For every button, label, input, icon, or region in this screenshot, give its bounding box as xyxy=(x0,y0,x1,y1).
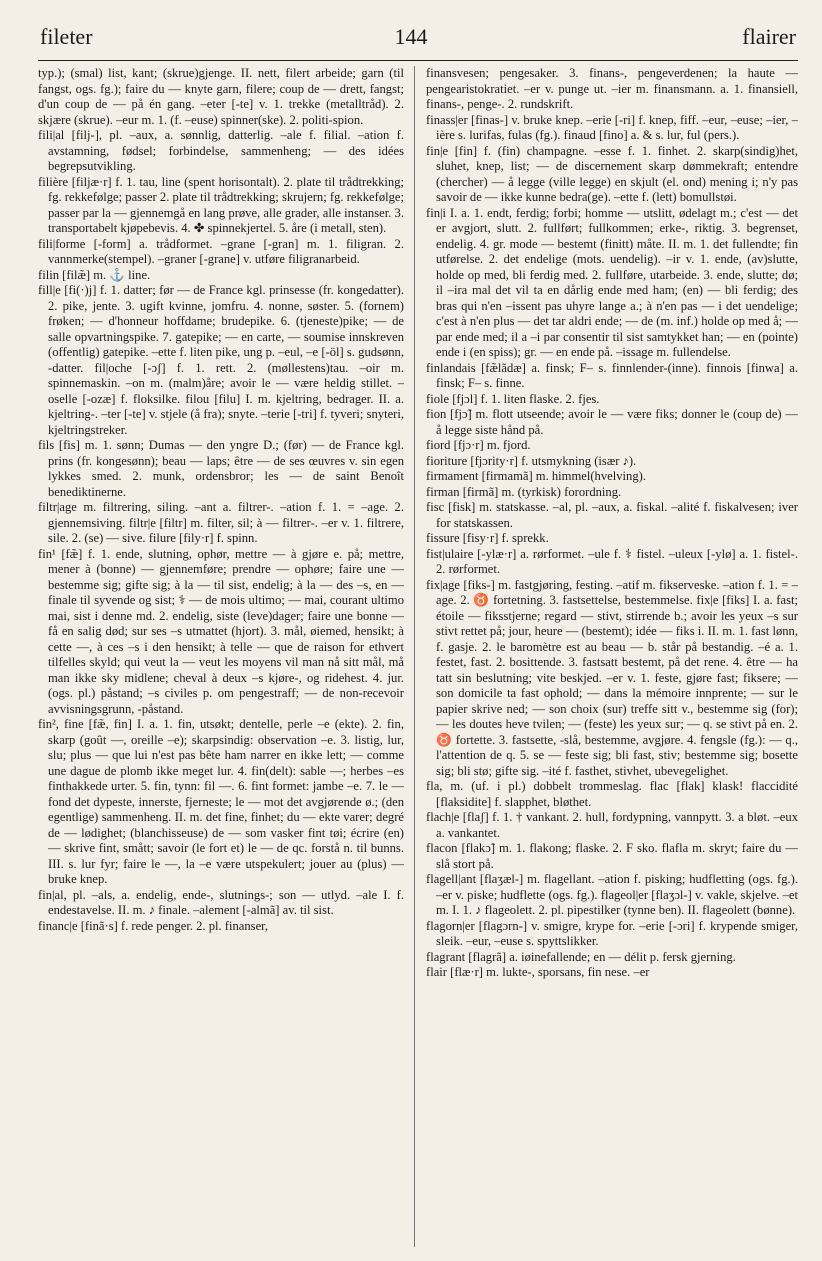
dictionary-entry: fin¹ [fæ̃] f. 1. ende, slutning, ophør, mettre — à gjøre e. på; mettre, mener à (bonne) — gjennemføre; prendre — ophøre; faire une — bestemme sig; gifte sig; à la — til sist, endelig; à la — des –s, en — finale til syvende og sist; ⚕ — de mois ultimo; — mai, courant ultimo mai, sist i denne md. 2. endelig, siste (leve)dager; faire une bonne — få en salig død; sur ses –s utmattet (hjort). 3. mål, øiemed, hensikt; à cette —, à ces –s i den hensikt; à telle — que de raison for ethvert tilfelles skyld; qui veut la — veut les moyens vil man nå sitt mål, må man ikke sky midlene; cheval à deux –s kjøre-, og ridehest. 4. jur. (ogs. pl.) påstand; –s civiles p. om pengestraff; — de non-recevoir avvisningsgrunn, -påstand. xyxy=(38,546,404,716)
dictionary-entry: filière [filjæ·r] f. 1. tau, line (spent horisontalt). 2. plate til trådtrekking; fg. rekkefølge; passer 2. plate til trådtrekking; skrujern; fg. rekkefølge; passer par la — gjennemgå en lang prøve, alle grader, alle instanser. 3. transportabelt kjøpebevis. 4. ✤ spinnekjertel. 5. åre (i metall, sten). xyxy=(38,174,404,235)
dictionary-entry: fili|forme [-form] a. trådformet. –grane [-gran] m. 1. filigran. 2. vannmerke(stempel). –graner [-grane] v. utføre filigranarbeid. xyxy=(38,236,404,266)
dictionary-entry: fils [fis] m. 1. sønn; Dumas — den yngre D.; (før) — de France kgl. prins (fr. kongesønn); beau — laps; être — de ses œuvres v. sin egen lykkes smed. 2. munk, ordensbror; les — de saint Benoît benediktinerne. xyxy=(38,438,404,499)
dictionary-entry: flacon [flakɔ̃] m. 1. flakong; flaske. 2. F sko. flafla m. skryt; faire du — slå stort på. xyxy=(426,841,798,871)
dictionary-entry: finass|er [finas-] v. bruke knep. –erie [-ri] f. knep, fiff. –eur, –euse; –ier, –ière s. lurifas, fulas (fg.). finaud [fino] a. & s. lur, ful (pers.). xyxy=(426,112,798,142)
dictionary-entry: firman [firmã] m. (tyrkisk) forordning. xyxy=(426,484,622,499)
dictionary-entry: finlandais [fæ̃lãdæ] a. finsk; F– s. finnlender-(inne). finnois [finwa] a. finsk; F– s. finne. xyxy=(426,360,798,390)
dictionary-entry: fiord [fjɔ·r] m. fjord. xyxy=(426,438,531,452)
dictionary-entry: fisc [fisk] m. statskasse. –al, pl. –aux, a. fiskal. –alité f. fiskalvesen; iver for statskassen. xyxy=(426,500,798,530)
page-number: 144 xyxy=(394,24,428,49)
dictionary-entry: filin [filæ̃] m. ⚓ line. xyxy=(38,267,151,282)
left-column xyxy=(38,66,404,1251)
dictionary-entry: flagorn|er [flagɔrn-] v. smigre, krype for. –erie [-ɔri] f. krypende smiger, sleik. –eur, –euse s. spyttslikker. xyxy=(426,918,798,948)
dictionary-entry: fin², fine [fæ̃, fin] I. a. 1. fin, utsøkt; dentelle, perle –e (ekte). 2. fin, skarp (goût —, oreille –e); skarpsindig: observation –e. 3. listig, lur, slu; plus — que lui n'est pas bête ham narrer en ikke lett; — comme une dague de plomb ikke meget lur. 4. fin(delt): sable —; herbes –es finthakkede urter. 5. fin, tynn: fil —. 6. fint formet: jambe –e. 7. le — fond det dypeste, innerste, fjerneste; le — mot det avgjørende ø.; (den egentlige) sammenheng. II. m. det fine, finhet; du — ekte varer; degré de — lødighet; (blanchisseuse) de — som vasker fint tøi; écrire (en) — skrive fint, smått; savoir (le fort et) le — de qc. forstå n. til bunns. III. s. lur fyr; faire le —, la –e være utspekulert; jouer au (plus) — bruke knep. xyxy=(38,717,404,886)
dictionary-entry: fion [fjɔ̃] m. flott utseende; avoir le — være fiks; donner le (coup de) — å legge siste hånd på. xyxy=(426,407,798,437)
dictionary-entry: fissure [fisy·r] f. sprekk. xyxy=(426,531,549,545)
dictionary-entry: filtr|age m. filtrering, siling. –ant a. filtrer-. –ation f. 1. = –age. 2. gjennemsiving. filtr|e [filtr] m. filter, sil; à — filtrer-. –er v. 1. filtrere, sile. 2. (se) — sive. filure [fily·r] f. spinn. xyxy=(38,500,404,545)
header-guide-word-right: flairer xyxy=(742,24,796,49)
dictionary-entry: fin|al, pl. –als, a. endelig, ende-, slutnings-; son — utlyd. –ale I. f. endestavelse. II. m. ♪ finale. –alement [-almã] av. til sist. xyxy=(38,887,404,917)
dictionary-entry: fill|e [fi(·)j] f. 1. datter; før — de France kgl. prinsesse (fr. kongedatter). 2. pike, jente. 3. ugift kvinne, jomfru. 4. nonne, søster. 5. (fornem) frøken; — d'honneur hoffdame; brudepike. 6. (tjeneste)pike; — de salle opvartningspike. 7. gatepike; — en carte, — soumise innskreven (offentlig) gatepike. –ette f. liten pike, ung p. –eul, –e [-öl] s. gudsønn, -datter. fil|oche [-ɔʃ] f. 1. rett. 2. (møllestens)tau. –oir m. spinnemaskin. –on m. (malm)åre; avoir le — være heldig stillet. –oselle [-ozæ] f. floksilke. filou [filu] I. m. kjeltring, bedrager. II. a. kjeltring-. –ter [-te] v. stjele (å fra); snyte. –terie [-tri] f. tyveri; snyteri, kjeltringstreker. xyxy=(38,283,404,437)
dictionary-entry: flair [flæ·r] m. lukte-, sporsans, fin nese. –er xyxy=(426,965,650,979)
dictionary-entry: fili|al [filj-], pl. –aux, a. sønnlig, datterlig. –ale f. filial. –ation f. avstamning, fødsel; forbindelse, sammenheng; — des idées begrepsutvikling. xyxy=(38,128,404,173)
dictionary-entry: fioriture [fjɔrity·r] f. utsmykning (især ♪). xyxy=(426,453,637,468)
right-column xyxy=(426,66,798,1251)
dictionary-entry: finansvesen; pengesaker. 3. finans-, pengeverdenen; la haute — pengearistokratiet. –er v. punge ut. –ier m. finansmann. a. 1. finansiell, finans-, penge-. 2. rundskrift. xyxy=(426,66,798,111)
header-guide-word-left: fileter xyxy=(40,24,93,49)
dictionary-entry: fix|age [fiks-] m. fastgjøring, festing. –atif m. fikserveske. –ation f. 1. = –age. 2. ♉ fortetning. 3. fastsettelse, bestemmelse. fix|e [fiks] I. a. fast; étoile — fiksstjerne; regard — stivt, stirrende b.; avoir les yeux –s sur stivt rettet på; jour, heure — (bestemt); idée — fiks i. II. m. 1. fast lønn, f. gasje. 2. le baromètre est au beau — b. står på bestandig. –é a. 1. festet, fast. 2. bosittende. 3. fastsatt bestemt, på det rene. 4. être — ha tatt sin beslutning; vite beskjed. –er v. 1. feste, gjøre fast; fiksere; — son domicile ta fast ophold; — dans la mémoire innprente; — sur le papier skrive ned; — son choix (sur) treffe sitt v., bestemme sig (for); — les doutes heve tvilen; — (feste) les yeux sur; — q. se stivt på en. 2. ♉ fortette. 3. fastsette, -slå, bestemme, avgjøre. 4. fengsle (fg.): — q., l'attention de q. 5. se — feste sig; bli fast, stiv; bestemme sig; bosette sig; bli stø; gifte sig. –ité f. fasthet, stivhet, ubevegelighet. xyxy=(426,577,798,778)
dictionary-entry: financ|e [finã·s] f. rede penger. 2. pl. finanser, xyxy=(38,918,269,933)
dictionary-entry: firmament [firmamã] m. himmel(hvelving). xyxy=(426,469,646,483)
column-divider xyxy=(414,66,415,1247)
header-rule xyxy=(38,60,798,61)
dictionary-entry: flach|e [flaʃ] f. 1. † vankant. 2. hull, fordypning, vannpytt. 3. a bløt. –eux a. vankantet. xyxy=(426,810,798,840)
dictionary-entry: typ.); (smal) list, kant; (skrue)gjenge. II. nett, filert arbeide; garn (til fangst, ogs. fg.); faire du — knyte garn, filere; coup de — drett, fangst; d'un coup de — på én gang. –eter [-te] v. 1. trekke (metalltråd). 2. skjære (skrue). –eur m. 1. (f. –euse) spinner(ske). 2. politi-spion. xyxy=(38,66,404,127)
dictionary-entry: flagell|ant [flaʒæl-] m. flagellant. –ation f. pisking; hudfletting (ogs. fg.). –er v. piske; hudflette (ogs. fg.). flageol|er [flaʒɔl-] v. vakle, skjelve. –et m. I. 1. ♪ flageolett. 2. pl. pipestilker (tynne ben). II. flageolett (bønne). xyxy=(426,872,798,917)
dictionary-entry: fist|ulaire [-ylæ·r] a. rørformet. –ule f. ⚕ fistel. –uleux [-ylø] a. 1. fistel-. 2. rørformet. xyxy=(426,546,798,576)
dictionary-entry: fin|e [fin] f. (fin) champagne. –esse f. 1. finhet. 2. skarp(sindig)het, sluhet, knep, list; — de discernement skarp dømmekraft; entendre (chercher) — å legge (ville legge) en skjult (el. ond) mening i; n'y pas savoir de — ikke kunne bedra(ge). –ette f. (lett) bomullstøi. xyxy=(426,143,798,204)
page-header xyxy=(0,24,822,64)
dictionary-entry: fiole [fjɔl] f. 1. liten flaske. 2. fjes. xyxy=(426,391,600,406)
dictionary-entry: flagrant [flagrã] a. iøinefallende; en — délit p. fersk gjerning. xyxy=(426,949,736,964)
dictionary-entry: fla, m. (uf. i pl.) dobbelt trommeslag. flac [flak] klask! flaccidité [flaksidite] f. slapphet, bløthet. xyxy=(426,779,798,809)
dictionary-entry: fin|i I. a. 1. endt, ferdig; forbi; homme — utslitt, ødelagt m.; c'est — det er avgjort, slutt. 2. fullført; fullkommen; erke-, riktig. 3. begrenset, endelig. 4. gr. mode — bestemt (finitt) måte. II. m. 1. det fullendte; fin utførelse. 2. det endelige (mots. uendelig). –ir v. 1. ende, (av)slutte, holde op med, bli ferdig med. 2. fullføre, utarbeide. 3. ende, slutte; dø; il –ira mal det vil ta en dårlig ende med ham; (en) — bli ferdig; des bras qui n'en –issent pas uhyre lange a.; à n'en pas — i det uendelige; c'est à n'en plus — det tar aldri ende; — de (m. inf.) holde op med å; — par ende med; il a –i par consentir til sist samtykket han; — en (pointe) ende i (en spiss); gr. — en ende på. –issage m. fullendelse. xyxy=(426,205,798,359)
